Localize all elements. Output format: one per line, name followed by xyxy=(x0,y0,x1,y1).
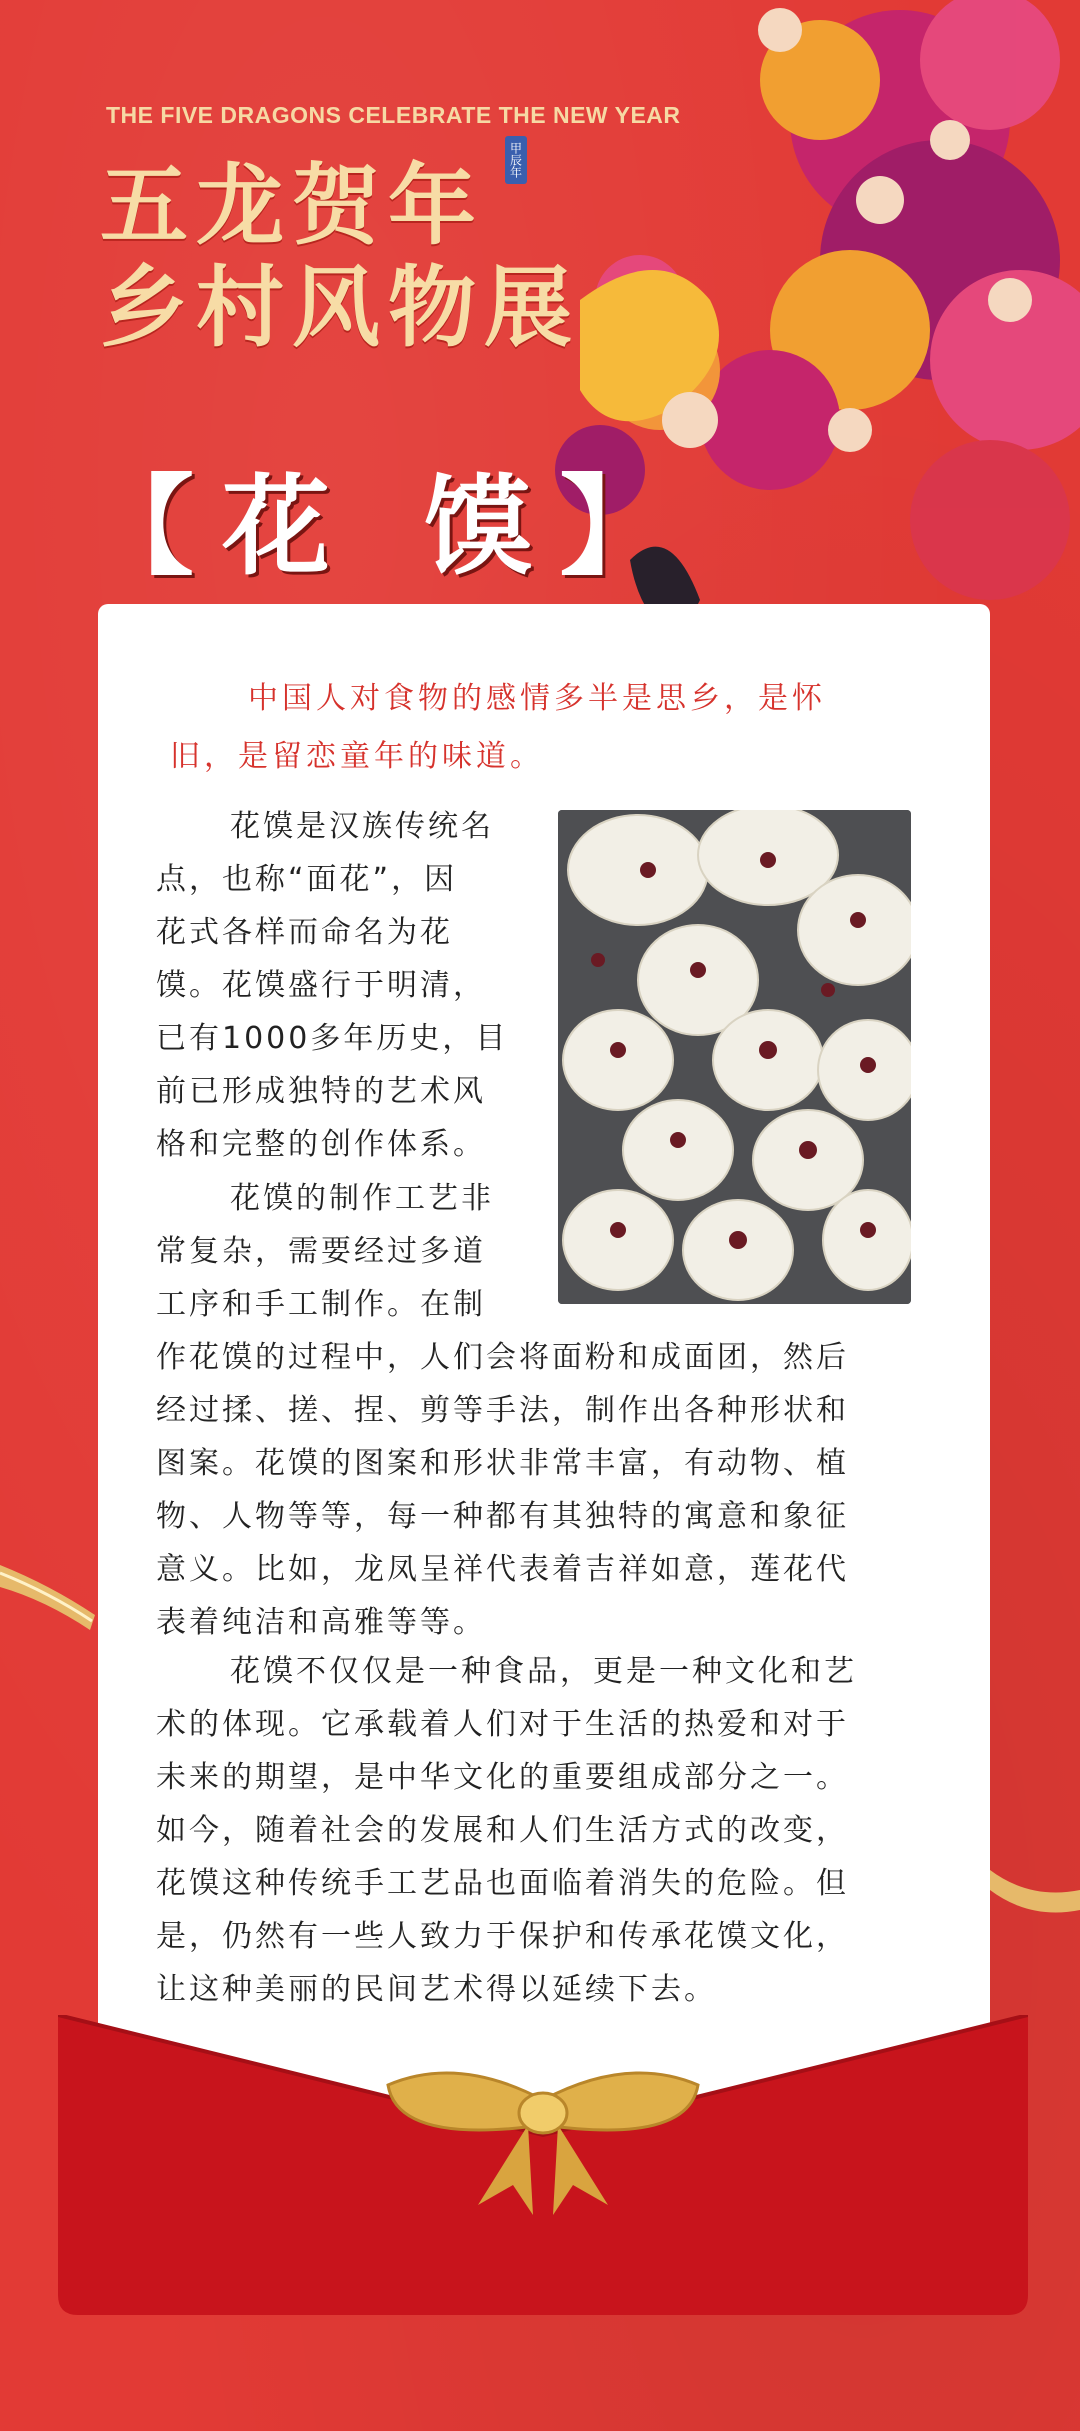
title-line-1: 五龙贺年 xyxy=(100,153,485,257)
seal-stamp: 甲辰年 xyxy=(505,136,527,184)
paragraph-line: 花馍不仅仅是一种食品，更是一种文化和艺 xyxy=(230,1654,857,1689)
paragraph-line: 让这种美丽的民间艺术得以延续下去。 xyxy=(156,1972,717,2007)
section-title: 【花 馍】 xyxy=(86,464,696,590)
paragraph-line: 花馍的制作工艺非 xyxy=(230,1181,494,1216)
intro-quote xyxy=(170,670,940,786)
paragraph-line: 物、人物等等，每一种都有其独特的寓意和象征 xyxy=(156,1499,849,1534)
paragraph-line: 如今，随着社会的发展和人们生活方式的改变， xyxy=(156,1813,849,1848)
intro-line-1: 中国人对食物的感情多半是思乡，是怀 xyxy=(248,681,826,716)
paragraph-line: 馍。花馍盛行于明清， xyxy=(156,968,486,1003)
steamed-buns-photo xyxy=(558,810,911,1304)
intro-line-2: 旧，是留恋童年的味道。 xyxy=(170,739,544,774)
title-line-2: 乡村风物展 xyxy=(100,255,581,359)
english-title: THE FIVE DRAGONS CELEBRATE THE NEW YEAR xyxy=(106,102,681,128)
paragraph-line: 花馍这种传统手工艺品也面临着消失的危险。但 xyxy=(156,1866,849,1901)
paragraph-3 xyxy=(156,1645,916,2016)
paragraph-line: 术的体现。它承载着人们对于生活的热爱和对于 xyxy=(156,1707,849,1742)
paragraph-line: 格和完整的创作体系。 xyxy=(156,1127,486,1162)
paragraph-line: 未来的期望，是中华文化的重要组成部分之一。 xyxy=(156,1760,849,1795)
paragraph-line: 经过揉、搓、捏、剪等手法，制作出各种形状和 xyxy=(156,1393,849,1428)
gold-ribbon-icon xyxy=(990,1850,1080,1940)
paragraph-line: 常复杂，需要经过多道 xyxy=(156,1234,486,1269)
gold-ribbon-icon xyxy=(0,1545,100,1635)
paragraph-line: 已有1000多年历史，目 xyxy=(156,1021,509,1056)
paragraph-2 xyxy=(156,1172,526,1331)
paragraph-line: 花馍是汉族传统名 xyxy=(230,809,494,844)
paragraph-line: 意义。比如，龙凤呈祥代表着吉祥如意，莲花代 xyxy=(156,1552,849,1587)
paragraph-line: 工序和手工制作。在制 xyxy=(156,1287,486,1322)
paragraph-line: 是，仍然有一些人致力于保护和传承花馍文化， xyxy=(156,1919,849,1954)
paragraph-line: 表着纯洁和高雅等等。 xyxy=(156,1605,486,1640)
paragraph-line: 花式各样而命名为花 xyxy=(156,915,453,950)
paragraph-1 xyxy=(156,800,526,1171)
red-envelope xyxy=(58,2015,1028,2315)
paragraph-line: 前已形成独特的艺术风 xyxy=(156,1074,486,1109)
paragraph-line: 图案。花馍的图案和形状非常丰富，有动物、植 xyxy=(156,1446,849,1481)
paragraph-line: 作花馍的过程中，人们会将面粉和成面团，然后 xyxy=(156,1340,849,1375)
paragraph-line: 点，也称“面花”，因 xyxy=(156,862,458,897)
paragraph-2-continued xyxy=(156,1331,916,1649)
